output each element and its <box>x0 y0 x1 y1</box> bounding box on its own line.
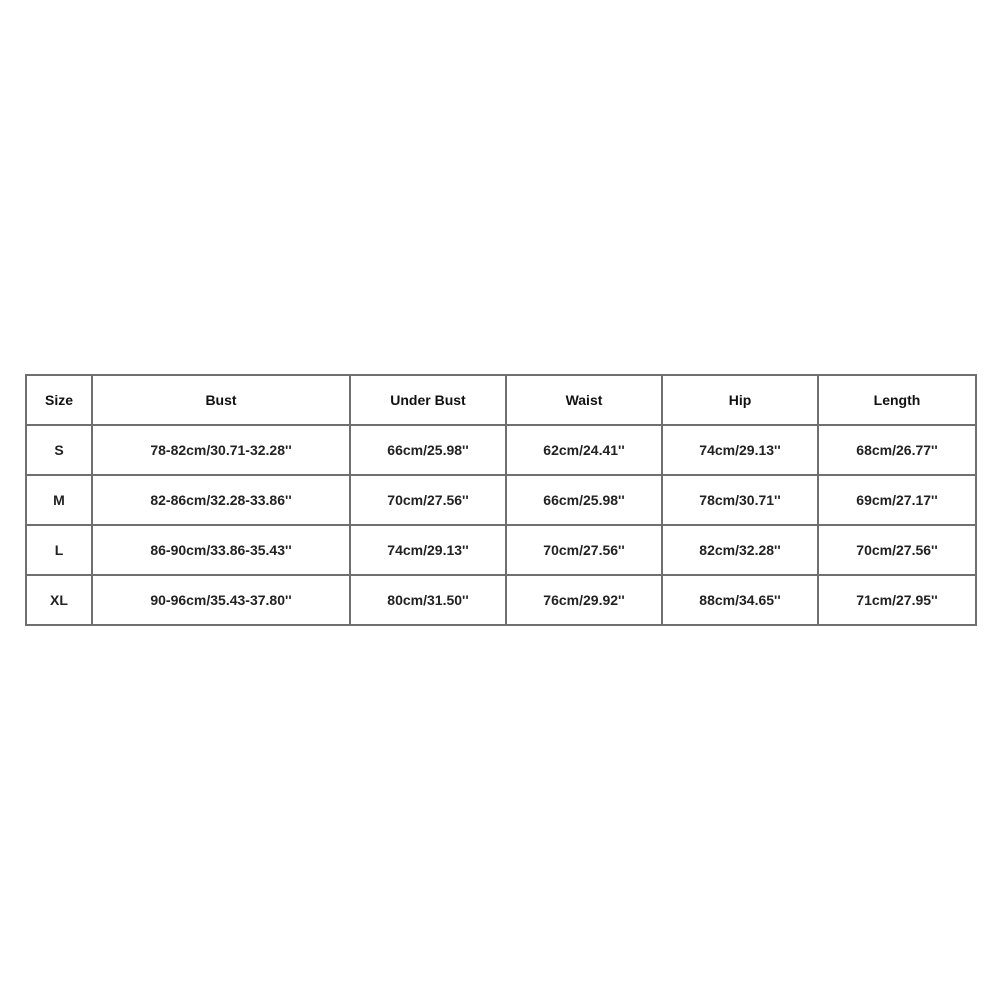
cell-length: 71cm/27.95'' <box>818 575 976 625</box>
cell-hip: 88cm/34.65'' <box>662 575 818 625</box>
cell-size: M <box>26 475 92 525</box>
table-row <box>26 575 976 625</box>
cell-waist: 62cm/24.41'' <box>506 425 662 475</box>
cell-bust: 90-96cm/35.43-37.80'' <box>92 575 350 625</box>
header-bust: Bust <box>92 375 350 425</box>
cell-under-bust: 70cm/27.56'' <box>350 475 506 525</box>
table-row <box>26 475 976 525</box>
cell-size: XL <box>26 575 92 625</box>
cell-bust: 78-82cm/30.71-32.28'' <box>92 425 350 475</box>
cell-hip: 82cm/32.28'' <box>662 525 818 575</box>
cell-under-bust: 66cm/25.98'' <box>350 425 506 475</box>
cell-hip: 74cm/29.13'' <box>662 425 818 475</box>
cell-bust: 82-86cm/32.28-33.86'' <box>92 475 350 525</box>
cell-waist: 70cm/27.56'' <box>506 525 662 575</box>
cell-length: 68cm/26.77'' <box>818 425 976 475</box>
table-row <box>26 525 976 575</box>
cell-waist: 66cm/25.98'' <box>506 475 662 525</box>
cell-size: S <box>26 425 92 475</box>
cell-length: 70cm/27.56'' <box>818 525 976 575</box>
header-size: Size <box>26 375 92 425</box>
cell-under-bust: 80cm/31.50'' <box>350 575 506 625</box>
header-waist: Waist <box>506 375 662 425</box>
table-row <box>26 425 976 475</box>
cell-hip: 78cm/30.71'' <box>662 475 818 525</box>
header-under-bust: Under Bust <box>350 375 506 425</box>
size-chart-table <box>25 374 977 626</box>
header-length: Length <box>818 375 976 425</box>
cell-length: 69cm/27.17'' <box>818 475 976 525</box>
cell-bust: 86-90cm/33.86-35.43'' <box>92 525 350 575</box>
header-hip: Hip <box>662 375 818 425</box>
cell-size: L <box>26 525 92 575</box>
cell-waist: 76cm/29.92'' <box>506 575 662 625</box>
cell-under-bust: 74cm/29.13'' <box>350 525 506 575</box>
table-header-row <box>26 375 976 425</box>
